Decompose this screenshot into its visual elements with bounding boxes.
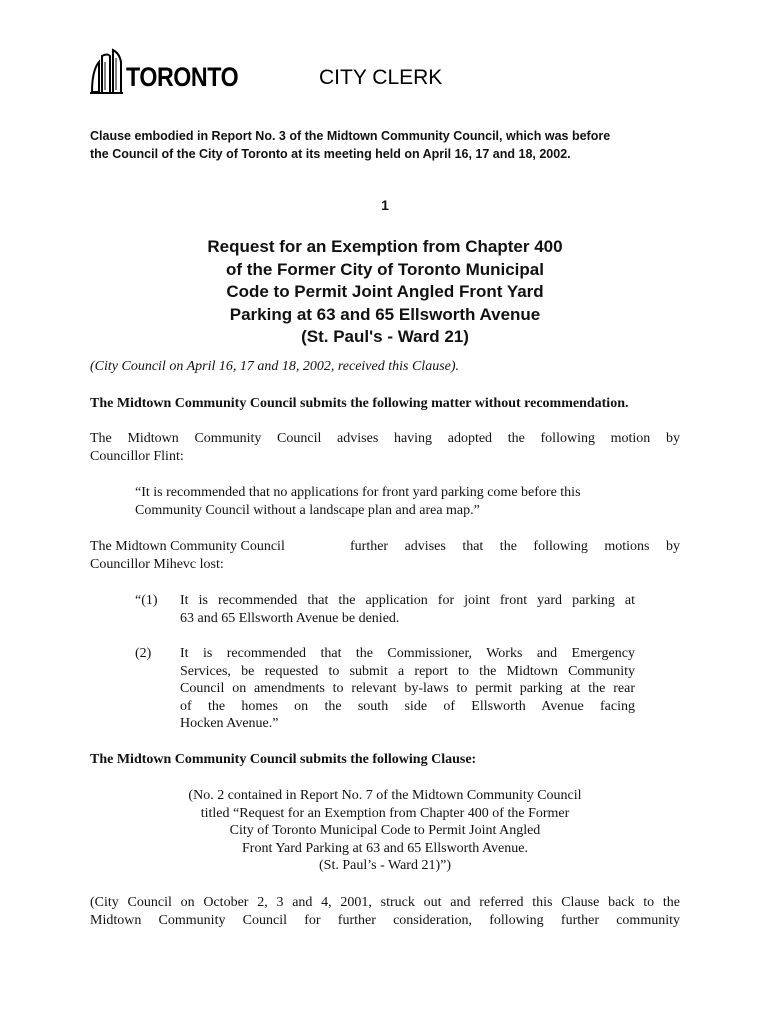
reference-line: Front Yard Parking at 63 and 65 Ellsworth Avenue. (242, 840, 528, 856)
intro-line: the Council of the City of Toronto at its meeting held on April 16, 17 and 18, 2002. (90, 147, 571, 161)
paragraph-line: The Midtown Community Council advises having adopted the following motion by (90, 431, 680, 446)
clause-title (0, 236, 770, 349)
motion-line: Council on amendments to relevant by-laws to permit parking at the rear (180, 681, 635, 696)
paragraph-line: Midtown Community Council for further consideration, following further community (90, 912, 680, 928)
title-line: of the Former City of Toronto Municipal (226, 259, 544, 279)
reference-line: (No. 2 contained in Report No. 7 of the Midtown Community Council (188, 788, 582, 803)
motion-line: Services, be requested to submit a report to the Midtown Community (180, 663, 635, 679)
paragraph-fragment: further advises that the following motions by (350, 539, 680, 554)
title-line: Code to Permit Joint Angled Front Yard (226, 282, 544, 301)
flint-motion-quote (135, 484, 640, 519)
title-line: Request for an Exemption from Chapter 400 (207, 237, 563, 256)
department-title: CITY CLERK (319, 66, 443, 89)
reference-block (90, 787, 680, 875)
motion-number: “(1) (135, 593, 158, 608)
paragraph-line: Councillor Mihevc lost: (90, 556, 224, 572)
intro-line: Clause embodied in Report No. 3 of the Midtown Community Council, which was before (90, 129, 611, 143)
toronto-logo (90, 44, 250, 100)
title-line: (St. Paul's - Ward 21) (301, 327, 469, 346)
final-paragraph (90, 894, 680, 929)
city-hall-icon (90, 48, 124, 98)
report-intro (90, 127, 690, 163)
title-line: Parking at 63 and 65 Ellsworth Avenue (229, 304, 541, 324)
reference-line: City of Toronto Municipal Code to Permit Joint Angled (229, 823, 541, 838)
motion-line: 63 and 65 Ellsworth Avenue be denied. (180, 610, 400, 626)
letterhead (90, 44, 690, 100)
paragraph-line: (City Council on October 2, 3 and 4, 2001, struck out and referred this Clause back to the (90, 895, 680, 910)
motion-line: It is recommended that the application for joint front yard parking at (180, 593, 635, 608)
reference-line: (St. Paul’s - Ward 21)”) (319, 858, 451, 873)
paragraph-line: Councillor Flint: (90, 448, 184, 464)
quote-line: “It is recommended that no applications for front yard parking come before this (135, 485, 581, 500)
reference-line: titled “Request for an Exemption from Chapter 400 of the Former (200, 805, 570, 821)
logo-wordmark: TORONTO (126, 62, 239, 92)
council-note: (City Council on April 16, 17 and 18, 2002, received this Clause). (90, 359, 460, 374)
quote-line: Community Council without a landscape plan and area map.” (135, 502, 480, 518)
motion-line: It is recommended that the Commissioner, Works and Emergency (180, 646, 635, 661)
motion-number: (2) (135, 646, 152, 661)
advises-paragraph (90, 430, 680, 465)
clause-number: 1 (381, 197, 389, 213)
paragraph-fragment: The Midtown Community Council (90, 539, 285, 554)
submits-clause-heading: The Midtown Community Council submits the following Clause: (90, 752, 477, 767)
submits-without-recommendation: The Midtown Community Council submits the following matter without recommendation. (90, 396, 629, 411)
motion-line: Hocken Avenue.” (180, 716, 279, 731)
further-advises-paragraph (90, 538, 680, 573)
motion-line: of the homes on the south side of Ellsworth Avenue facing (180, 698, 635, 714)
